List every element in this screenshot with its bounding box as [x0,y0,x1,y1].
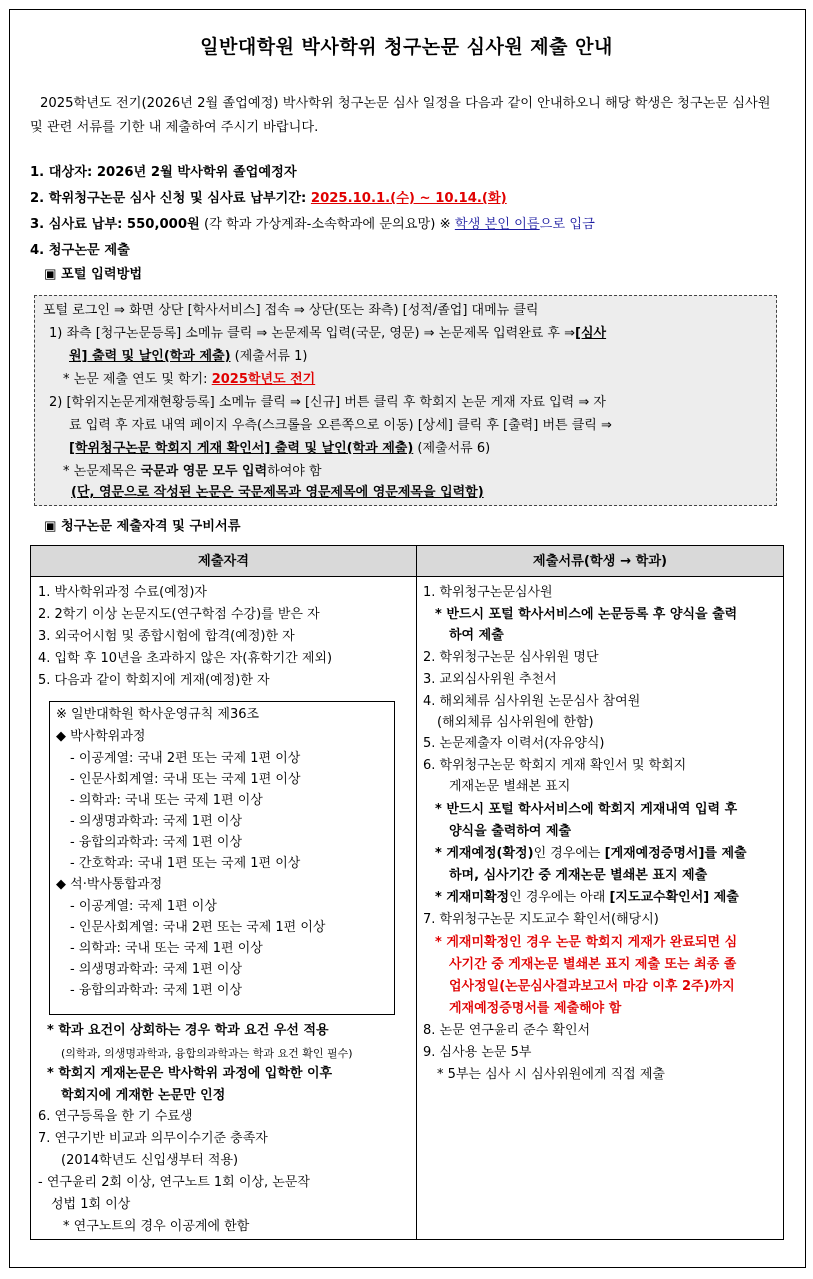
item-1-target: 1. 대상자: 2026년 2월 박사학위 졸업예정자 [30,165,297,180]
item-3-note: (각 학과 가상계좌-소속학과에 문의요망) ※ [203,217,451,232]
combined-rule-2: - 인문사회계열: 국내 2편 또는 국제 1편 이상 [70,920,326,935]
right-item-6-note-5 [435,887,739,909]
left-note-1: * 학과 요건이 상회하는 경우 학과 요건 우선 적용 [47,1023,329,1038]
item-3-fee [30,214,595,236]
right-item-6-note-2: 양식을 출력하여 제출 [449,824,572,839]
portal-line-8-tail: 하여야 함 [267,464,322,479]
item-2-label: 2. 학위청구논문 심사 신청 및 심사료 납부기간: [30,191,307,206]
right-item-7: 7. 학위청구논문 지도교수 확인서(해당시) [423,912,659,927]
left-note-2a: * 학회지 게재논문은 박사학위 과정에 입학한 이후 [47,1066,333,1081]
combined-rule-3: - 의학과: 국내 또는 국제 1편 이상 [70,941,263,956]
portal-line-3-bold: 원] 출력 및 날인(학과 제출) [69,349,231,364]
section-heading: ▣ 청구논문 제출자격 및 구비서류 [44,519,241,534]
combined-course-heading: ◆ 석·박사통합과정 [56,877,163,892]
portal-instructions-box [34,295,777,506]
doctor-rule-6: - 간호학과: 국내 1편 또는 국제 1편 이상 [70,856,301,871]
portal-line-3 [69,346,307,368]
rule-title: ※ 일반대학원 학사운영규칙 제36조 [56,707,260,722]
right-item-4: 4. 해외체류 심사위원 논문심사 참여원 [423,694,641,709]
item-4-submit: 4. 청구논문 제출 [30,243,130,258]
doctor-rule-3: - 의학과: 국내 또는 국제 1편 이상 [70,793,263,808]
doctor-rule-5: - 융합의과학과: 국제 1편 이상 [70,835,243,850]
right-item-3: 3. 교외심사위원 추천서 [423,672,557,687]
right-item-7-note-2: 사기간 중 게재논문 별쇄본 표지 제출 또는 최종 졸 [449,957,737,972]
item-3-label: 3. 심사료 납부: 550,000원 [30,217,200,232]
portal-line-9: (단, 영문으로 작성된 논문은 국문제목과 영문제목에 영문제목을 입력함) [71,485,484,500]
right-item-6a: 6. 학위청구논문 학회지 게재 확인서 및 학회지 [423,758,687,773]
right-item-6-note-4: 하며, 심사기간 중 게재논문 별쇄본 표지 제출 [449,868,708,883]
combined-rule-4: - 의생명과학과: 국제 1편 이상 [70,962,243,977]
intro-paragraph: 2025학년도 전기(2026년 2월 졸업예정) 박사학위 청구논문 심사 일정을 다음과 같이 안내하오니 해당 학생은 청구논문 심사원 및 관련 서류를 기한 내 제출하여 주시기 바랍니다. [30,96,771,135]
portal-line-2-text: 1) 좌측 [청구논문등록] 소메뉴 클릭 ⇒ 논문제목 입력(국문, 영문) ⇒ 논문제목 입력완료 후 ⇒ [49,326,576,341]
portal-line-3-note: (제출서류 1) [230,349,308,364]
note-3-bold: * 게재예정(확정) [435,846,534,861]
note-5-text: 인 경우에는 아래 [509,890,610,905]
note-5-bold: * 게재미확정 [435,890,510,905]
item-2-period [30,188,507,210]
right-item-7-note-4: 게재예정증명서를 제출해야 함 [449,1001,622,1016]
portal-line-6: 료 입력 후 자료 내역 페이지 우측(스크롤을 오른쪽으로 이동) [상세] 클릭 후 [출력] 버튼 클릭 ⇒ [69,418,612,433]
item-2-date: 2025.10.1.(수) ~ 10.14.(화) [310,191,507,206]
portal-line-8-text: * 논문제목은 [63,464,141,479]
left-item-7a: - 연구윤리 2회 이상, 연구노트 1회 이상, 논문작 [38,1175,310,1190]
left-note-1-sub: (의학과, 의생명과학과, 융합의과학과는 학과 요건 확인 필수) [61,1047,353,1060]
doctor-rule-1: - 이공계열: 국내 2편 또는 국제 1편 이상 [70,751,301,766]
doctor-rule-2: - 인문사회계열: 국내 또는 국제 1편 이상 [70,772,301,787]
note-3-bold-tail: [게재예정증명서]를 제출 [604,846,747,861]
portal-line-7-bold: [학위청구논문 학회지 게재 확인서] 출력 및 날인(학과 제출) [69,441,414,456]
left-item-2: 2. 2학기 이상 논문지도(연구학점 수강)를 받은 자 [38,607,320,622]
left-item-1: 1. 박사학위과정 수료(예정)자 [38,585,207,600]
combined-rule-5: - 융합의과학과: 국제 1편 이상 [70,983,243,998]
right-item-5: 5. 논문제출자 이력서(자유양식) [423,736,605,751]
right-item-6-note-1: * 반드시 포털 학사서비스에 학회지 게재내역 입력 후 [435,802,738,817]
right-item-6-note-3 [435,843,747,865]
note-5-bold-tail: [지도교수확인서] 제출 [609,890,739,905]
doctor-rule-4: - 의생명과학과: 국제 1편 이상 [70,814,243,829]
left-item-7: 7. 연구기반 비교과 의무이수기준 충족자 [38,1131,268,1146]
regulation-box [49,701,395,1015]
table-divider [416,546,417,1239]
left-item-7-sub: (2014학년도 신입생부터 적용) [61,1153,239,1168]
left-item-4: 4. 입학 후 10년을 초과하지 않은 자(휴학기간 제외) [38,651,333,666]
right-item-1: 1. 학위청구논문심사원 [423,585,553,600]
portal-line-8-bold: 국문과 영문 모두 입력 [140,464,268,479]
left-item-7b: 성법 1회 이상 [51,1197,131,1212]
eligibility-table [30,545,784,1240]
left-item-5: 5. 다음과 같이 학회지에 게재(예정)한 자 [38,673,270,688]
right-item-4-sub: (해외체류 심사위원에 한함) [437,715,594,730]
portal-line-1: 포털 로그인 ⇒ 화면 상단 [학사서비스] 접속 ⇒ 상단(또는 좌측) [성적/졸업] 대메뉴 클릭 [43,303,539,318]
table-header-eligibility: 제출자격 [31,546,416,577]
portal-line-8 [63,461,322,483]
right-item-1-note-b: 하여 제출 [449,628,504,643]
portal-heading: ▣ 포털 입력방법 [44,267,143,282]
portal-line-4 [63,369,315,391]
right-item-9-note: * 5부는 심사 시 심사위원에게 직접 제출 [437,1067,665,1082]
portal-line-5: 2) [학위지논문게재현황등록] 소메뉴 클릭 ⇒ [신규] 버튼 클릭 후 학회지 논문 게재 자료 입력 ⇒ 자 [49,395,606,410]
item-3-tail: 으로 입금 [539,217,595,232]
combined-rule-1: - 이공계열: 국제 1편 이상 [70,899,217,914]
right-item-1-note-a: * 반드시 포털 학사서비스에 논문등록 후 양식을 출력 [435,607,738,622]
right-item-8: 8. 논문 연구윤리 준수 확인서 [423,1023,591,1038]
left-item-3: 3. 외국어시험 및 종합시험에 합격(예정)한 자 [38,629,295,644]
portal-line-2-bold: [심사 [575,326,607,341]
portal-line-7 [69,438,490,460]
right-item-2: 2. 학위청구논문 심사위원 명단 [423,650,599,665]
right-item-9: 9. 심사용 논문 5부 [423,1045,532,1060]
portal-line-2 [49,323,606,345]
left-note-2b: 학회지에 게재한 논문만 인정 [61,1088,226,1103]
doctor-course-heading: ◆ 박사학위과정 [56,729,146,744]
item-3-student-name: 학생 본인 이름 [454,217,540,232]
portal-line-7-note: (제출서류 6) [413,441,491,456]
note-3-text: 인 경우에는 [533,846,605,861]
left-item-7c: * 연구노트의 경우 이공계에 한함 [63,1219,250,1234]
table-header-documents: 제출서류(학생 → 학과) [417,546,783,577]
right-item-6b: 게재논문 별쇄본 표지 [449,779,571,794]
portal-line-4-text: * 논문 제출 연도 및 학기: [63,372,212,387]
left-item-6: 6. 연구등록을 한 기 수료생 [38,1109,193,1124]
portal-line-4-term: 2025학년도 전기 [211,372,316,387]
right-item-7-note-3: 업사정일(논문심사결과보고서 마감 이후 2주)까지 [449,979,735,994]
right-item-7-note-1: * 게재미확정인 경우 논문 학회지 게재가 완료되면 심 [435,935,738,950]
page-title: 일반대학원 박사학위 청구논문 심사원 제출 안내 [200,36,613,58]
